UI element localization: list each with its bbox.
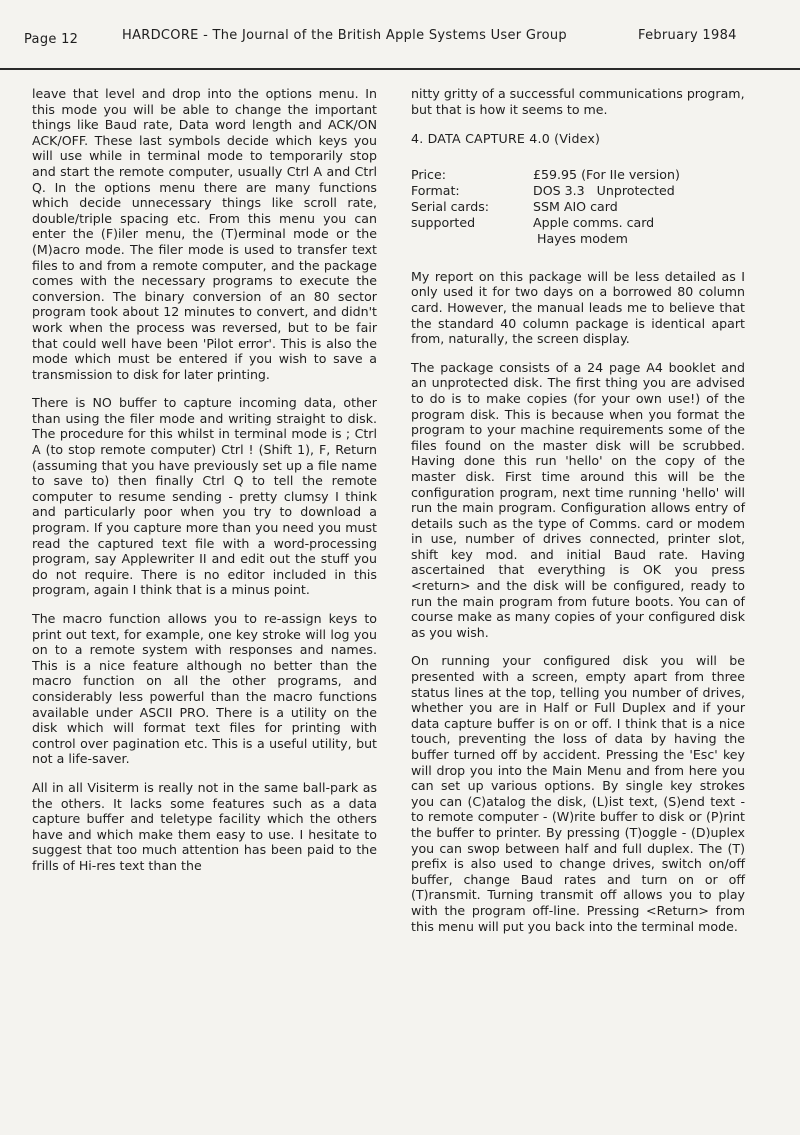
paragraph: My report on this package will be less detailed as I only used it for two days on a borrowed 80 column card. However, the manual leads me to believe that the standard 40 column package is identical apart from, naturally, the screen display. bbox=[411, 268, 745, 347]
spec-value: DOS 3.3 Unprotected bbox=[533, 182, 675, 198]
spec-label bbox=[411, 231, 533, 247]
paragraph: There is NO buffer to capture incoming data, other than using the filer mode and writing straight to disk. The procedure for this whilst in terminal mode is ; Ctrl A (to stop remote computer) Ctrl ! (Shift 1), F, Return (assuming that you have previously set up a file name to save to) then finally Ctrl Q to tell the remote computer to resume sending - pretty clumsy I think and particularly poor when you try to download a program. If you capture more than you need you must read the captured text file with a word-processing program, say Applewriter II and edit out the stuff you do not require. There is no editor included in this program, again I think that is a minus point. bbox=[32, 395, 377, 598]
left-column bbox=[32, 86, 377, 874]
spec-value: Apple comms. card bbox=[533, 214, 655, 230]
spec-label: Serial cards: bbox=[411, 198, 490, 214]
issue-date: February 1984 bbox=[638, 28, 737, 43]
product-spec-table bbox=[411, 167, 745, 247]
spec-value: SSM AIO card bbox=[533, 198, 618, 214]
paragraph: On running your configured disk you will be presented with a screen, empty apart from three status lines at the top, telling you number of drives, whether you are in Half or Full Duplex and if your data capture buffer is on or off. I think that is a nice touch, preventing the loss of data by having the buffer turned off by accident. Pressing the 'Esc' key will drop you into the Main Menu and from here you can set up various options. By single key strokes you can (C)atalog the disk, (L)ist text, (S)end text - to remote computer - (W)rite buffer to disk or (P)rint the buffer to printer. By pressing (T)oggle - (D)uplex you can swop between half and full duplex. The (T) prefix is also used to change drives, switch on/off buffer, change Baud rates and turn on or off (T)ransmit. Turning transmit off allows you to play with the program off-line. Pressing <Return> from this menu will put you back into the terminal mode. bbox=[411, 653, 745, 934]
paragraph: leave that level and drop into the options menu. In this mode you will be able to change the important things like Baud rate, Data word length and ACK/ON ACK/OFF. These last symbols decide which keys you will use while in terminal mode to temporarily stop and start the remote computer, usually Ctrl A and Ctrl Q. In the options menu there are many functions which decide unnecessary things like scroll rate, double/triple spacing etc. From this menu you can enter the (F)iler menu, the (T)erminal mode or the (M)acro mode. The filer mode is used to transfer text files to and from a remote computer, and the package comes with the necessary programs to execute the conversion. The binary conversion of an 80 sector program took about 12 minutes to convert, and didn't work when the process was reversed, but to be fair that could well have been 'Pilot error'. This is also the mode which must be entered if you wish to save a transmission to disk for later printing. bbox=[32, 86, 377, 382]
section-heading: 4. DATA CAPTURE 4.0 (Videx) bbox=[411, 131, 601, 147]
page-number: Page 12 bbox=[24, 32, 79, 47]
spec-label: Price: bbox=[411, 166, 446, 182]
journal-title: HARDCORE - The Journal of the British Apple Systems User Group bbox=[122, 28, 567, 43]
paragraph: All in all Visiterm is really not in the same ball-park as the others. It lacks some features such as a data capture buffer and teletype facility which the others have and which make them easy to use. I hesitate to suggest that too much attention has been paid to the frills of Hi-res text than the bbox=[32, 779, 377, 873]
paragraph: The package consists of a 24 page A4 booklet and an unprotected disk. The first thing you are advised to do is to make copies (for your own use!) of the program disk. This is because when you format the program to your machine requirements some of the files found on the master disk will be scrubbed. Having done this run 'hello' on the copy of the master disk. First time around this will be the configuration program, next time running 'hello' will run the main program. Configuration allows entry of details such as the type of Comms. card or modem in use, number of drives connected, printer slot, shift key mod. and initial Baud rate. Having ascertained that everything is OK you press <return> and the disk will be configured, ready to run the main program from future boots. You can of course make as many copies of your configured disk as you wish. bbox=[411, 359, 745, 640]
paragraph: The macro function allows you to re-assign keys to print out text, for example, one key stroke will log you on to a remote system with responses and names. This is a nice feature although no better than the macro function on all the other programs, and considerably less powerful than the macro functions available under ASCII PRO. There is a utility on the disk which will format text files for printing with control over pagination etc. This is a useful utility, but not a life-saver. bbox=[32, 611, 377, 767]
spec-value: Hayes modem bbox=[537, 230, 628, 246]
spec-label: Format: bbox=[411, 182, 460, 198]
page-header bbox=[0, 0, 800, 70]
right-column bbox=[411, 86, 745, 934]
paragraph: nitty gritty of a successful communications program, but that is how it seems to me. bbox=[411, 86, 745, 117]
spec-label: supported bbox=[411, 214, 476, 230]
spec-value: £59.95 (For IIe version) bbox=[533, 166, 680, 182]
